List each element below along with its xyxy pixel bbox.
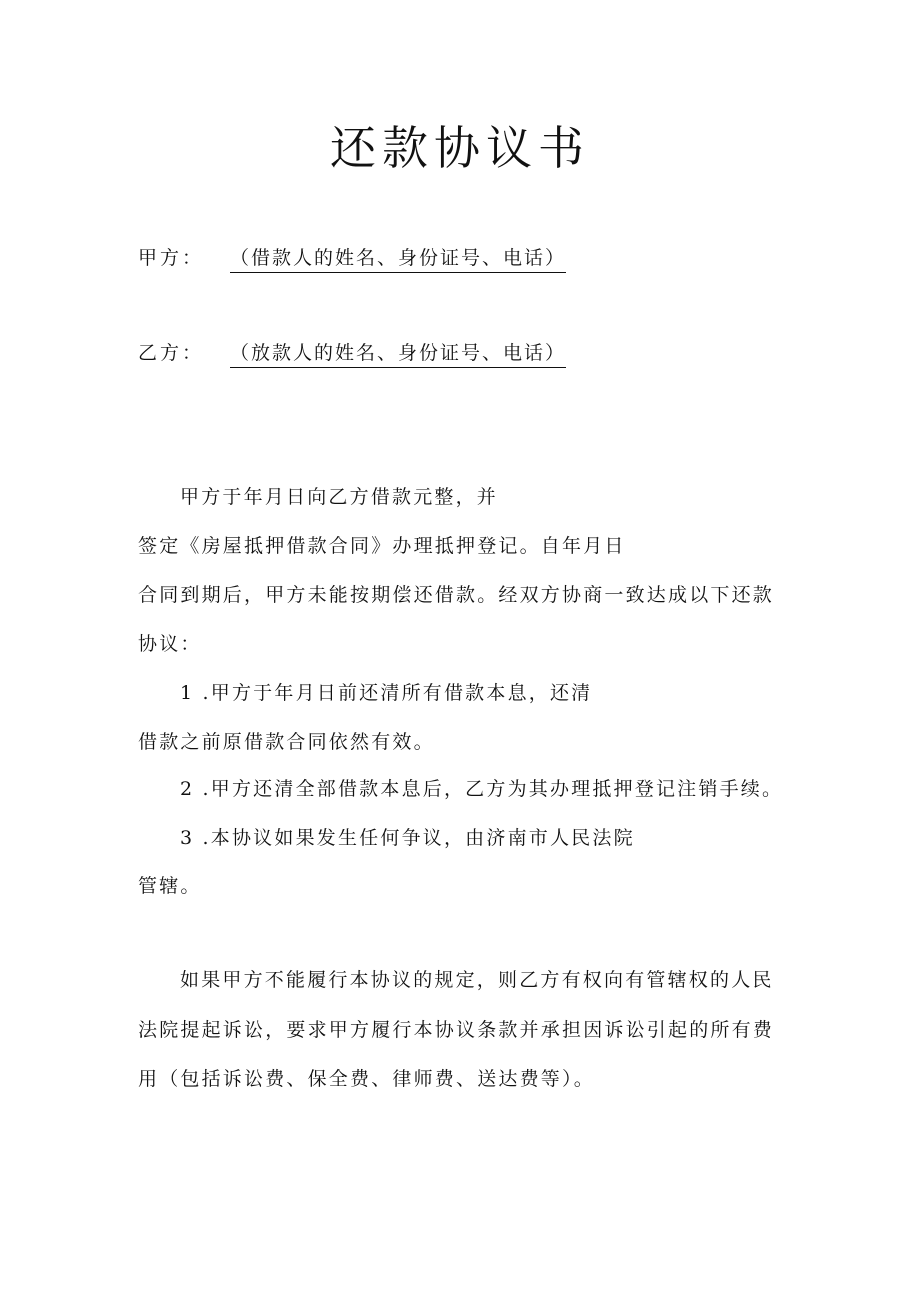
party-b-value: （放款人的姓名、身份证号、电话） — [230, 340, 566, 368]
party-b-label: 乙方： — [138, 342, 205, 364]
party-a-label: 甲方： — [138, 247, 205, 269]
clause-3-line: 3 .本协议如果发生任何争议，由济南市人民法院 — [180, 827, 635, 849]
clause-2-line: 2 .甲方还清全部借款本息后，乙方为其办理抵押登记注销手续。 — [180, 778, 784, 800]
party-a-value: （借款人的姓名、身份证号、电话） — [230, 245, 566, 273]
remedy-line: 如果甲方不能履行本协议的规定，则乙方有权向有管辖权的人民 — [180, 969, 774, 991]
clause-3-continuation: 管辖。 — [138, 875, 202, 897]
remedy-line: 法院提起诉讼，要求甲方履行本协议条款并承担因诉讼引起的所有费 — [138, 1019, 775, 1041]
body-line: 协议： — [138, 633, 202, 655]
party-a-row — [138, 245, 566, 273]
body-line: 合同到期后，甲方未能按期偿还借款。经双方协商一致达成以下还款 — [138, 584, 775, 606]
document-title: 还款协议书 — [330, 121, 590, 175]
party-b-row — [138, 340, 566, 368]
body-line: 签定《房屋抵押借款合同》办理抵押登记。自年月日 — [138, 535, 626, 557]
remedy-line: 用（包括诉讼费、保全费、律师费、送达费等）。 — [138, 1068, 595, 1090]
body-line: 甲方于年月日向乙方借款元整，并 — [180, 486, 499, 508]
clause-1-continuation: 借款之前原借款合同依然有效。 — [138, 731, 435, 753]
clause-1-line: 1 .甲方于年月日前还清所有借款本息，还清 — [180, 682, 593, 704]
